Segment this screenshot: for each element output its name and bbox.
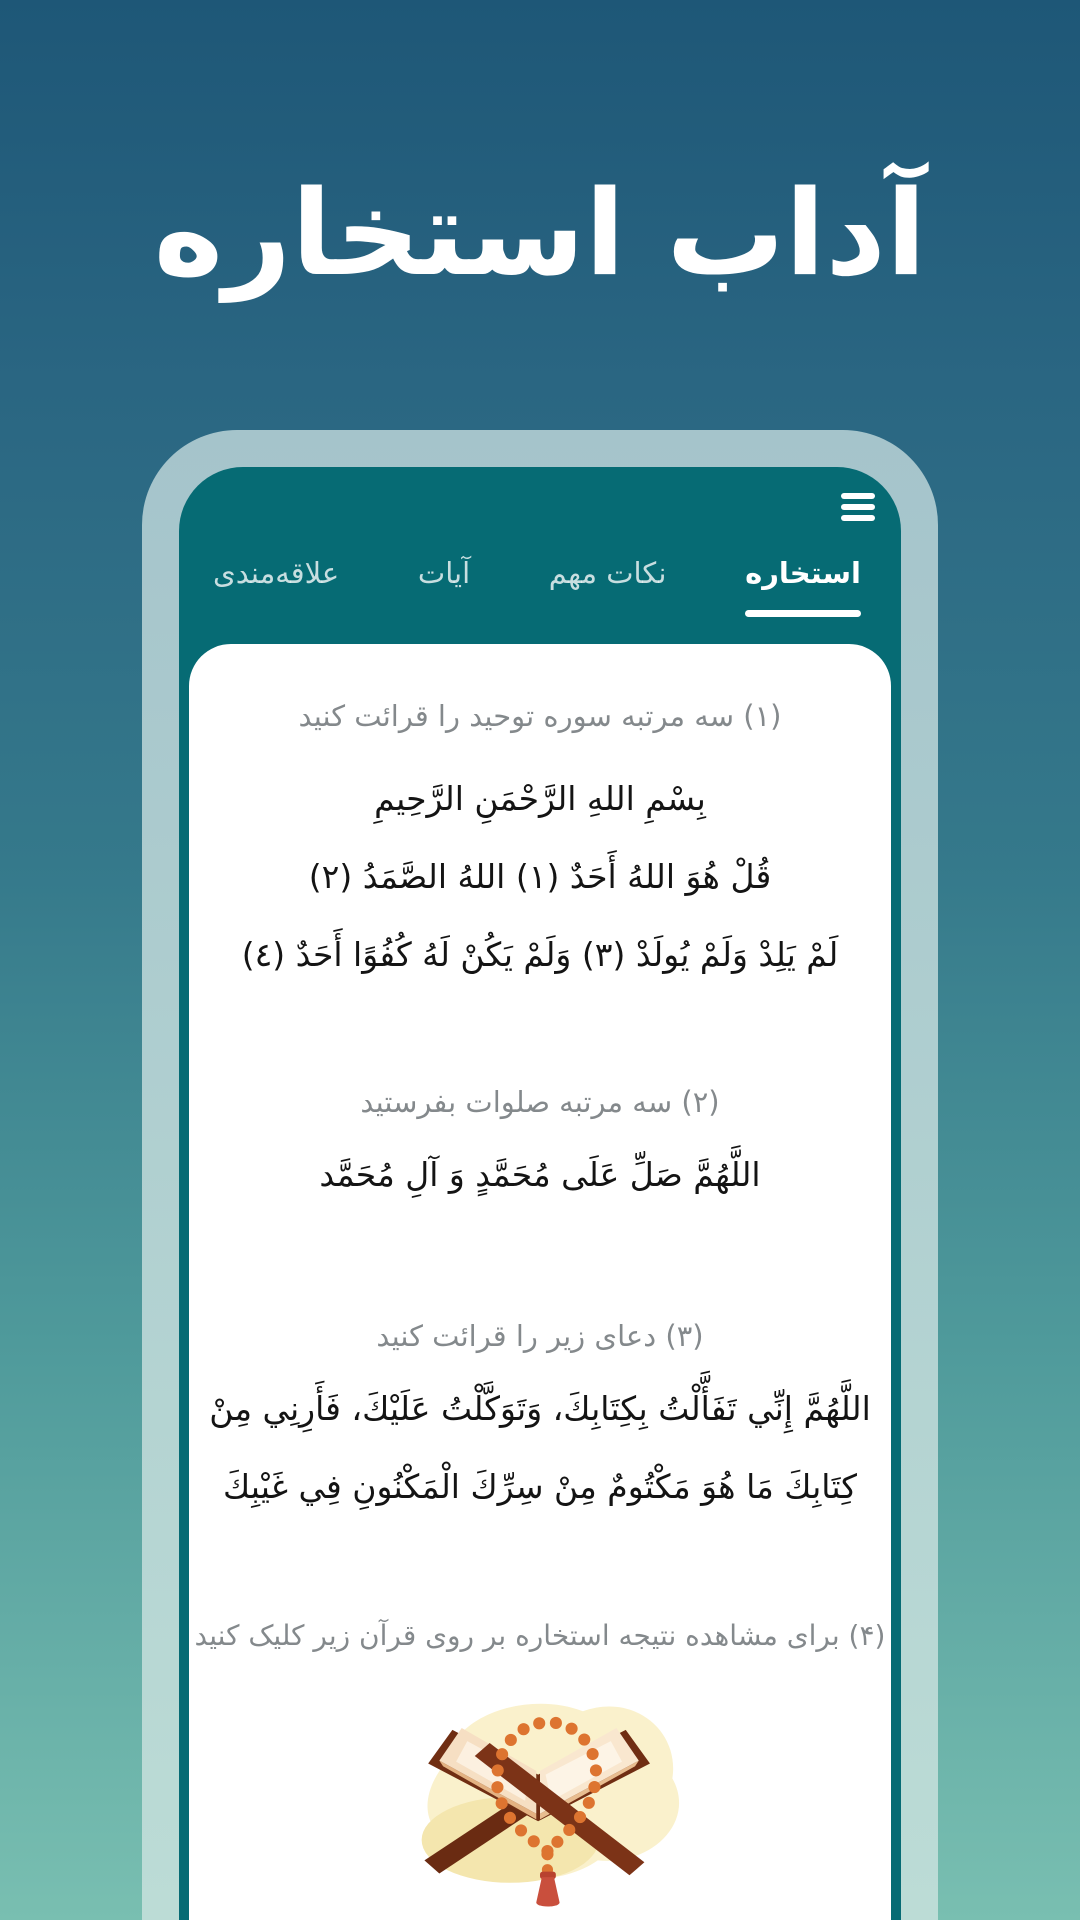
tab-label: آیات: [417, 556, 471, 590]
arabic-verse-line: اللَّهُمَّ إِنِّي تَفَأَّلْتُ بِكِتَابِكَ، وَتَوَكَّلْتُ عَلَيْكَ، فَأَرِنِي مِنْ: [209, 1389, 871, 1428]
phone-screen: [179, 467, 901, 1920]
hamburger-bar: [841, 515, 875, 521]
active-tab-underline: [745, 610, 861, 617]
step-1-heading: (۱) سه مرتبه سوره توحید را قرائت کنید: [298, 699, 782, 733]
content-card: [189, 644, 891, 1920]
tab-label: نکات مهم: [548, 556, 667, 590]
dua-text: [189, 1370, 891, 1526]
tab-estekhareh[interactable]: [745, 551, 861, 617]
step-2-heading: (۲) سه مرتبه صلوات بفرستید: [360, 1085, 720, 1119]
arabic-verse-line: اللَّهُمَّ صَلِّ عَلَى مُحَمَّدٍ وَ آلِ مُحَمَّد: [319, 1155, 761, 1194]
tab-bar: [213, 551, 861, 617]
step-4-heading: (۴) برای مشاهده نتیجه استخاره بر روی قرآن زیر کلیک کنید: [194, 1619, 886, 1652]
hamburger-bar: [841, 493, 875, 499]
arabic-verse-line: كِتَابِكَ مَا هُوَ مَكْتُومٌ مِنْ سِرِّكَ الْمَكْنُونِ فِي غَيْبِكَ: [222, 1467, 858, 1506]
arabic-verse-line: لَمْ يَلِدْ وَلَمْ يُولَدْ (٣) وَلَمْ يَكُنْ لَهُ كُفُوًا أَحَدٌ (٤): [241, 935, 839, 974]
hamburger-menu-icon[interactable]: [841, 493, 875, 521]
tab-favorites[interactable]: [213, 551, 339, 595]
quran-on-rehal-icon: [372, 1674, 708, 1907]
phone-frame: [142, 430, 938, 1920]
step-3-heading: (۳) دعای زیر را قرائت کنید: [376, 1319, 704, 1353]
tab-verses[interactable]: [418, 551, 470, 595]
tab-label: استخاره: [745, 556, 861, 590]
quran-illustration[interactable]: [189, 1674, 891, 1907]
hamburger-bar: [841, 504, 875, 510]
tab-label: علاقه‌مندی: [213, 556, 340, 590]
tab-important-notes[interactable]: [549, 551, 667, 595]
surah-tawhid-text: [189, 760, 891, 994]
salawat-text: [189, 1136, 891, 1214]
page-title: آداب استخاره: [153, 164, 927, 303]
arabic-verse-line: قُلْ هُوَ اللهُ أَحَدٌ (١) اللهُ الصَّمَدُ (٢): [308, 857, 772, 896]
arabic-verse-line: بِسْمِ اللهِ الرَّحْمَنِ الرَّحِيمِ: [374, 779, 706, 818]
